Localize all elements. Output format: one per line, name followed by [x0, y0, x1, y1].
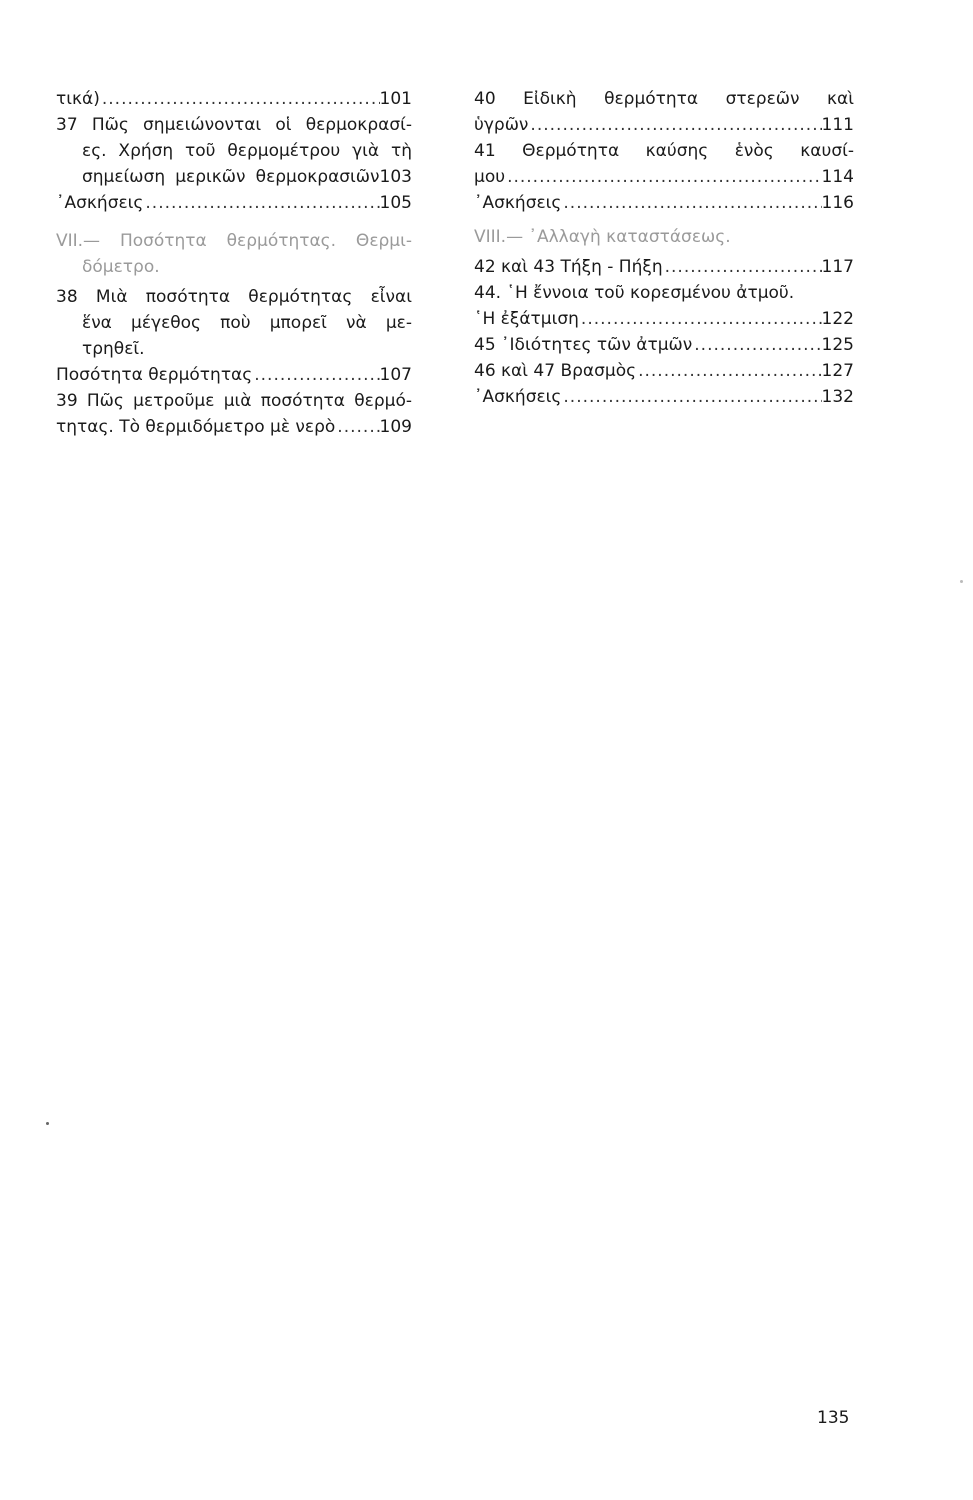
leader-dots: [528, 112, 821, 138]
toc-entry-label: ὑγρῶν: [474, 115, 529, 135]
toc-page-number: 101: [379, 89, 412, 109]
toc-entry-label: 45 ᾿Ιδιότητες τῶν ἀτμῶν: [474, 335, 693, 355]
toc-entry: [474, 254, 854, 280]
toc-entry-label: ἕνα μέγεθος ποὺ μπορεῖ νὰ με-: [82, 313, 412, 333]
toc-entry: [474, 332, 854, 358]
toc-page-number: 125: [821, 335, 854, 355]
toc-left-column: [56, 86, 412, 440]
toc-entry: [474, 112, 854, 138]
toc-entry: [474, 138, 854, 164]
toc-entry: [474, 358, 854, 384]
leader-dots: [579, 306, 822, 332]
toc-entry: [56, 284, 412, 310]
section-heading: [56, 254, 412, 280]
scan-speck: [960, 580, 963, 583]
toc-entry-label: 46 καὶ 47 Βρασμὸς: [474, 361, 637, 381]
toc-page-number: 127: [821, 361, 854, 381]
toc-entry: [56, 86, 412, 112]
leader-dots: [505, 164, 821, 190]
toc-entry: [474, 384, 854, 410]
section-heading: [56, 228, 412, 254]
toc-entry-label: 38 Μιὰ ποσότητα θερμότητας εἶναι: [56, 287, 412, 307]
toc-entry-label: τητας. Τὸ θερμιδόμετρο μὲ νερὸ: [56, 417, 336, 437]
leader-dots: [143, 190, 379, 216]
toc-entry-label: 37 Πῶς σημειώνονται οἱ θερμοκρασί-: [56, 115, 412, 135]
toc-entry: [474, 306, 854, 332]
toc-entry-label: τρηθεῖ.: [82, 339, 145, 359]
page-number: 135: [817, 1408, 850, 1428]
toc-entry: [56, 112, 412, 138]
toc-entry-label: ᾿Ασκήσεις: [474, 387, 562, 407]
toc-entry-label: Ποσότητα θερμότητας: [56, 365, 253, 385]
toc-entry-label: μου: [474, 167, 506, 187]
section-heading-text: δόμετρο.: [82, 257, 160, 277]
toc-page-number: 109: [379, 417, 412, 437]
toc-entry-label: 40 Εἰδικὴ θερμότητα στερεῶν καὶ: [474, 89, 854, 109]
toc-page-number: 107: [379, 365, 412, 385]
leader-dots: [561, 384, 821, 410]
toc-page-number: 132: [821, 387, 854, 407]
toc-entry: [56, 362, 412, 388]
toc-entry: [56, 164, 412, 190]
toc-entry-label: ᾿Ασκήσεις: [56, 193, 144, 213]
toc-entry: [56, 190, 412, 216]
toc-entry-label: 44. ῾Η ἔννοια τοῦ κορεσμένου ἀτμοῦ.: [474, 283, 795, 303]
toc-entry: [56, 138, 412, 164]
toc-page-number: 122: [821, 309, 854, 329]
toc-entry-label: 42 καὶ 43 Τήξη - Πήξη: [474, 257, 663, 277]
leader-dots: [636, 358, 821, 384]
toc-entry-label: 39 Πῶς μετροῦμε μιὰ ποσότητα θερμό-: [56, 391, 412, 411]
toc-entry: [474, 86, 854, 112]
section-heading: [474, 224, 854, 250]
leader-dots: [252, 362, 379, 388]
leader-dots: [561, 190, 821, 216]
scan-speck: [46, 1122, 49, 1125]
toc-entry-label: σημείωση μερικῶν θερμοκρασιῶν103: [82, 167, 412, 187]
toc-page-number: 111: [821, 115, 854, 135]
leader-dots: [663, 254, 822, 280]
toc-entry-label: τικά): [56, 89, 100, 109]
leader-dots: [335, 414, 379, 440]
toc-entry: [56, 388, 412, 414]
section-heading-text: VII.— Ποσότητα θερμότητας. Θερμι-: [56, 231, 412, 251]
leader-dots: [692, 332, 821, 358]
toc-entry-label: ῾Η ἐξάτμιση: [474, 309, 579, 329]
leader-dots: [100, 86, 380, 112]
toc-page-number: 105: [379, 193, 412, 213]
toc-entry-label: ες. Χρήση τοῦ θερμομέτρου γιὰ τὴ: [82, 141, 412, 161]
toc-entry-label: ᾿Ασκήσεις: [474, 193, 562, 213]
toc-entry: [56, 414, 412, 440]
toc-entry: [474, 280, 854, 306]
section-heading-text: VIII.— ᾿Αλλαγὴ καταστάσεως.: [474, 227, 731, 247]
toc-page-number: 116: [821, 193, 854, 213]
toc-entry-label: 41 Θερμότητα καύσης ἑνὸς καυσί-: [474, 141, 854, 161]
toc-page-number: 117: [821, 257, 854, 277]
toc-entry: [56, 310, 412, 336]
toc-entry: [474, 190, 854, 216]
toc-entry: [474, 164, 854, 190]
toc-right-column: [474, 86, 854, 410]
toc-page-number: 114: [821, 167, 854, 187]
toc-entry: [56, 336, 412, 362]
